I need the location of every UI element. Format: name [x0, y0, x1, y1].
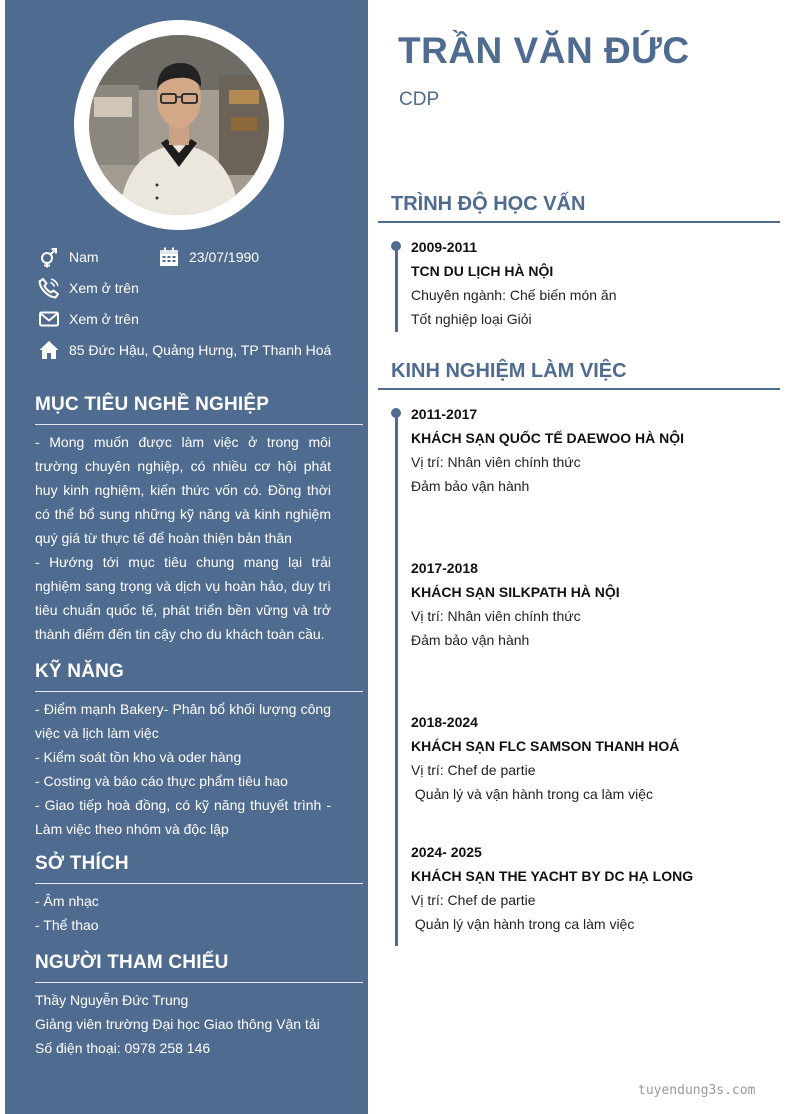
experience-timeline	[395, 413, 398, 946]
education-timeline	[395, 246, 398, 332]
experience-entry	[411, 840, 693, 936]
phone-icon	[38, 277, 60, 299]
experience-company: KHÁCH SẠN THE YACHT BY DC HẠ LONG	[411, 868, 694, 884]
address-row	[38, 339, 331, 361]
objective-body	[35, 430, 331, 646]
hobbies-list	[35, 889, 331, 937]
skill-item: - Giao tiếp hoà đồng, có kỹ năng thuyết trình - Làm việc theo nhóm và độc lập	[35, 797, 331, 837]
birthdate-value: 23/07/1990	[189, 249, 260, 265]
objective-paragraph: - Hướng tới mục tiêu chung mang lại trải nghiệm sang trọng và dịch vụ hoàn hảo, duy trì tiêu chuẩn quốc tế, phát triển bền vững và trở thành điểm đến tin cậy cho du khách toàn cầu.	[35, 554, 331, 642]
gender-icon	[38, 246, 60, 268]
reference-position: Giảng viên trường Đại học Giao thông Vận tải	[35, 1016, 320, 1032]
experience-entry	[411, 556, 620, 652]
skills-divider	[35, 691, 363, 692]
education-years: 2009-2011	[411, 239, 478, 255]
experience-position: Vị trí: Nhân viên chính thức	[411, 608, 581, 624]
email-icon	[38, 308, 60, 330]
phone-row	[38, 277, 139, 299]
experience-years: 2024- 2025	[411, 844, 482, 860]
experience-position: Vị trí: Chef de partie	[411, 892, 536, 908]
reference-phone: Số điện thoại: 0978 258 146	[35, 1040, 211, 1056]
education-school: TCN DU LỊCH HÀ NỘI	[411, 263, 554, 279]
timeline-dot	[391, 241, 401, 251]
hobbies-title: SỞ THÍCH	[35, 853, 129, 874]
education-result: Tốt nghiệp loại Giỏi	[411, 311, 532, 327]
hobby-item: - Âm nhạc	[35, 893, 99, 909]
experience-duty: Đảm bảo vận hành	[411, 632, 530, 648]
skill-item: - Điểm mạnh Bakery- Phân bổ khối lượng công việc và lịch làm việc	[35, 701, 331, 741]
address-value: 85 Đức Hậu, Quảng Hưng, TP Thanh Hoá	[69, 342, 332, 358]
skills-title: KỸ NĂNG	[35, 661, 125, 682]
experience-company: KHÁCH SẠN FLC SAMSON THANH HOÁ	[411, 738, 680, 754]
calendar-icon	[158, 246, 180, 268]
objective-divider	[35, 424, 363, 425]
gender-row	[38, 246, 99, 268]
experience-company: KHÁCH SẠN SILKPATH HÀ NỘI	[411, 584, 620, 600]
skill-item: - Kiểm soát tồn kho và oder hàng	[35, 749, 242, 765]
education-major: Chuyên ngành: Chế biến món ăn	[411, 287, 617, 303]
experience-entry	[411, 710, 679, 806]
objective-paragraph: - Mong muốn được làm việc ở trong môi trường chuyên nghiệp, có nhiều cơ hội phát huy kinh nghiệm, kiến thức vốn có. Đồng thời có thể bổ sung những kỹ năng và kinh nghiệm quý giá từ thực tế để hoàn thiện bản thân	[35, 434, 331, 546]
phone-value: Xem ở trên	[69, 280, 139, 296]
watermark: tuyendung3s.com	[638, 1083, 756, 1098]
experience-company: KHÁCH SẠN QUỐC TẾ DAEWOO HÀ NỘI	[411, 430, 684, 446]
experience-entry	[411, 402, 684, 498]
timeline-dot	[391, 408, 401, 418]
hobby-item: - Thể thao	[35, 917, 99, 933]
experience-duty: Quản lý và vận hành trong ca làm việc	[411, 786, 654, 802]
education-title: TRÌNH ĐỘ HỌC VẤN	[391, 193, 586, 215]
candidate-name: TRẦN VĂN ĐỨC	[398, 30, 690, 71]
references-body	[35, 988, 355, 1060]
experience-years: 2011-2017	[411, 406, 478, 422]
skills-list	[35, 697, 331, 841]
candidate-role: CDP	[399, 89, 440, 110]
skill-item: - Costing và báo cáo thực phẩm tiêu hao	[35, 773, 288, 789]
experience-title: KINH NGHIỆM LÀM VIỆC	[391, 360, 627, 382]
email-value: Xem ở trên	[69, 311, 139, 327]
experience-years: 2018-2024	[411, 714, 478, 730]
references-divider	[35, 982, 363, 983]
experience-duty: Đảm bảo vận hành	[411, 478, 530, 494]
objective-title: MỤC TIÊU NGHỀ NGHIỆP	[35, 394, 270, 415]
experience-years: 2017-2018	[411, 560, 478, 576]
references-title: NGƯỜI THAM CHIẾU	[35, 952, 229, 973]
experience-position: Vị trí: Nhân viên chính thức	[411, 454, 581, 470]
experience-position: Vị trí: Chef de partie	[411, 762, 536, 778]
education-entry	[411, 235, 616, 331]
experience-duty: Quản lý vận hành trong ca làm việc	[411, 916, 635, 932]
reference-name: Thầy Nguyễn Đức Trung	[35, 992, 189, 1008]
hobbies-divider	[35, 883, 363, 884]
gender-value: Nam	[69, 249, 99, 265]
education-divider	[378, 221, 780, 223]
experience-divider	[378, 388, 780, 390]
birthdate-row	[158, 246, 259, 268]
avatar	[89, 35, 269, 215]
email-row	[38, 308, 139, 330]
home-icon	[38, 339, 60, 361]
